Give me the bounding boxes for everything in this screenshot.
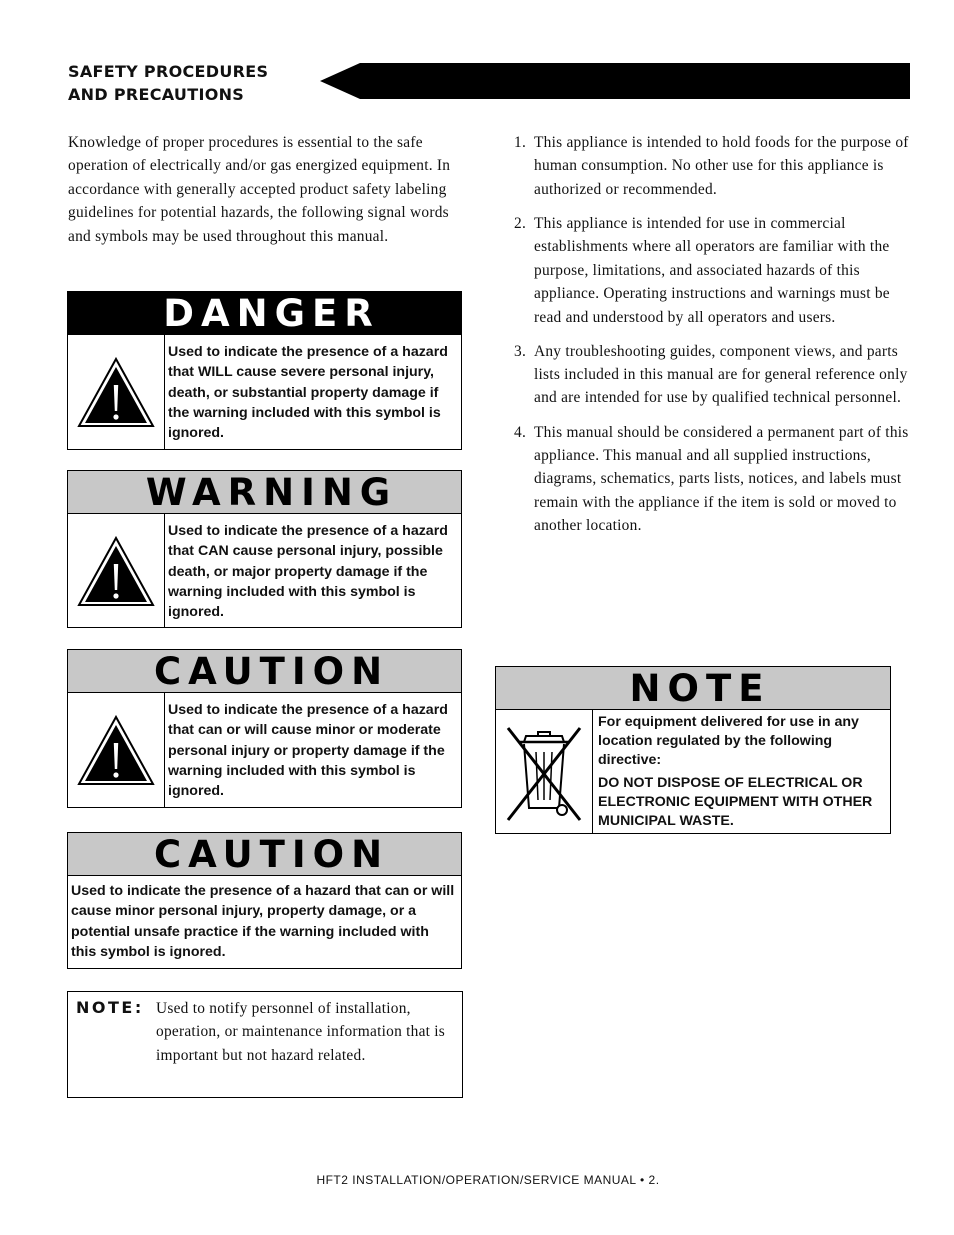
section-title-line2: AND PRECAUTIONS <box>68 85 245 104</box>
caution-label: CAUTION <box>68 833 461 876</box>
weee-note-description <box>593 710 890 833</box>
crossed-out-wheelie-bin-icon <box>496 710 593 833</box>
warning-box <box>67 470 462 628</box>
warning-triangle-icon <box>68 335 165 449</box>
warning-description: Used to indicate the presence of a hazard that CAN cause personal injury, possible death, or major property damage if the warning included with this symbol is ignored. <box>168 523 448 621</box>
warning-triangle-icon <box>68 693 165 807</box>
note-description: Used to notify personnel of installation, operation, or maintenance information that is important but not hazard related. <box>156 1000 446 1064</box>
list-item <box>514 212 914 329</box>
list-item-text: This appliance is intended for use in commercial establishments where all operators are familiar with the purpose, limitations, and associated hazards of this appliance. Operating instructions and warnings must be read and understood by all operators and users. <box>534 214 890 326</box>
warning-triangle-icon <box>68 514 165 627</box>
list-item-text: Any troubleshooting guides, component views, and parts lists included in this manual are for general reference only and are intended for use by qualified technical personnel. <box>534 342 908 407</box>
note-label: NOTE: <box>76 998 144 1017</box>
weee-note-label: NOTE <box>496 667 890 710</box>
danger-box <box>67 291 462 450</box>
list-item <box>514 131 914 201</box>
danger-label: DANGER <box>68 292 461 335</box>
intro-paragraph: Knowledge of proper procedures is essential to the safe operation of electrically and/or gas energized equipment. In accordance with generally accepted product safety labeling guidelines for potential hazards, the following signal words and symbols may be used throughout this manual. <box>68 134 451 245</box>
section-title-line1: SAFETY PROCEDURES <box>68 62 269 81</box>
note-box <box>67 991 463 1098</box>
section-title <box>68 60 268 106</box>
weee-note-text-1: For equipment delivered for use in any location regulated by the following directive: <box>598 714 859 768</box>
list-item-number: 4. <box>514 423 527 441</box>
caution-symbol-description: Used to indicate the presence of a hazard that can or will cause minor or moderate personal injury or property damage if the warning included with this symbol is ignored. <box>168 702 448 800</box>
page-footer: HFT2 INSTALLATION/OPERATION/SERVICE MANUAL • 2. <box>316 1173 660 1187</box>
danger-description: Used to indicate the presence of a hazard that WILL cause severe personal injury, death, or substantial property damage if the warning included with this symbol is ignored. <box>168 344 448 442</box>
caution-label: CAUTION <box>68 650 461 693</box>
list-item-text: This manual should be considered a permanent part of this appliance. This manual and all supplied instructions, diagrams, schematics, parts lists, notices, and labels must remain with the appliance if the item is sold or moved to another location. <box>534 423 909 535</box>
caution-plain-box <box>67 832 462 969</box>
warning-label: WARNING <box>68 471 461 514</box>
list-item <box>514 421 914 538</box>
list-item <box>514 340 914 410</box>
caution-plain-description: Used to indicate the presence of a hazard that can or will cause minor personal injury, property damage, or a potential unsafe practice if the warning included with this symbol is ignored. <box>71 883 455 960</box>
list-item-number: 3. <box>514 342 527 360</box>
caution-symbol-box <box>67 649 462 808</box>
precautions-list <box>514 131 914 548</box>
header-arrow-bar <box>320 63 910 99</box>
list-item-number: 1. <box>514 134 527 151</box>
list-item-text: This appliance is intended to hold foods for the purpose of human consumption. No other use for this appliance is authorized or recommended. <box>534 134 909 198</box>
weee-note-text-2: DO NOT DISPOSE OF ELECTRICAL OR ELECTRONIC EQUIPMENT WITH OTHER MUNICIPAL WASTE. <box>598 775 873 829</box>
list-item-number: 2. <box>514 214 527 232</box>
weee-note-box <box>495 666 891 834</box>
